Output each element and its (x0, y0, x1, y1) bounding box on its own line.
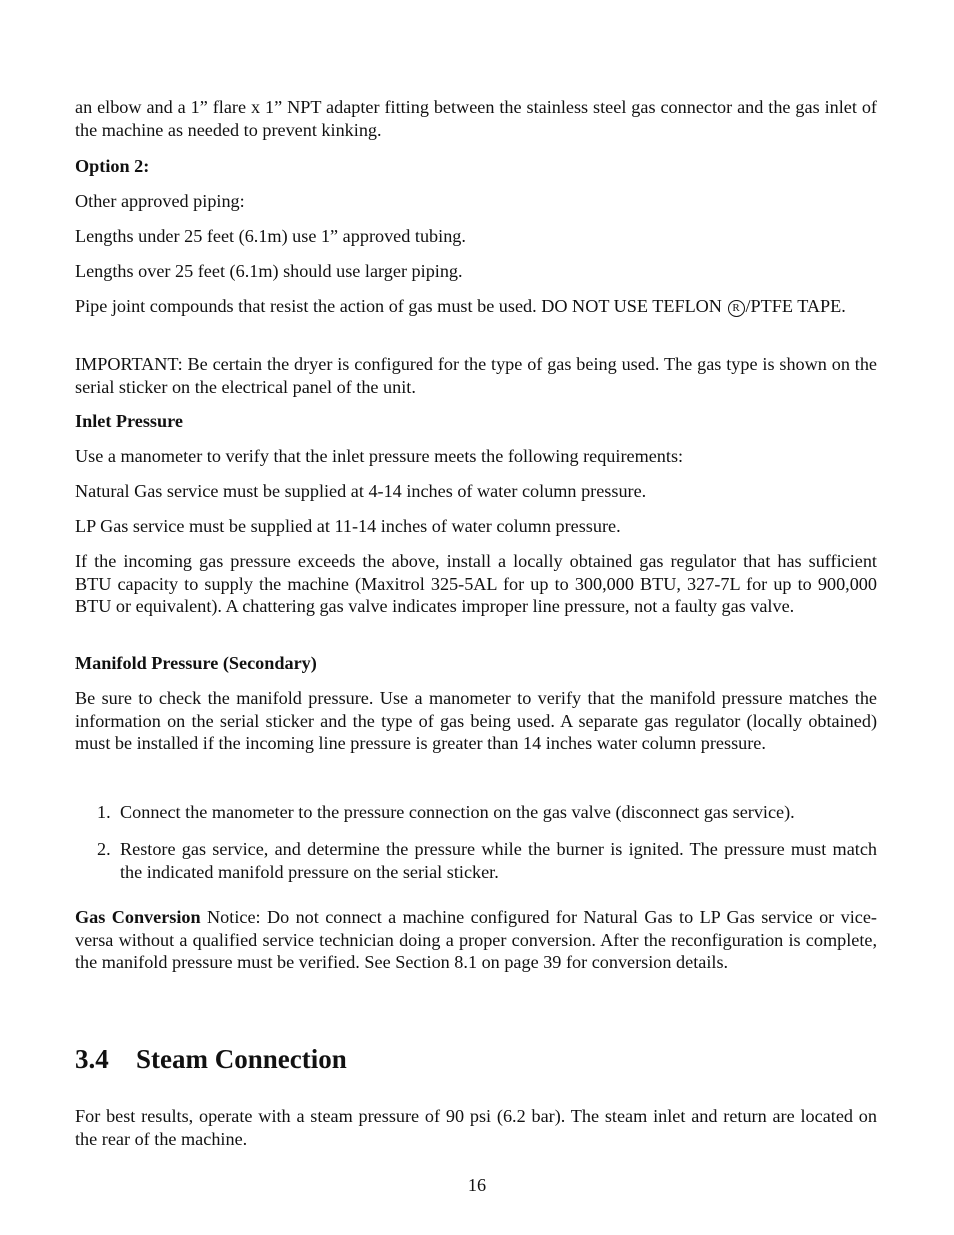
paragraph-lengths-under: Lengths under 25 feet (6.1m) use 1” approved tubing. (75, 226, 466, 246)
paragraph-if-incoming: If the incoming gas pressure exceeds the above, install a locally obtained gas regulator that has sufficient BTU capacity to supply the machine (Maxitrol 325-5AL for up to 300,000 BTU, 327-7L for up to 900,000 BTU or equivalent). A chattering gas valve indicates improper line pressure, not a faulty gas valve. (75, 551, 877, 617)
paragraph-natural-gas: Natural Gas service must be supplied at 4-14 inches of water column pressure. (75, 481, 647, 501)
paragraph-steam: For best results, operate with a steam pressure of 90 psi (6.2 bar). The steam inlet and return are located on the rear of the machine. (75, 1106, 877, 1149)
pipe-joint-text: Pipe joint compounds that resist the action of gas must be used. DO NOT USE TEFLON (75, 296, 727, 316)
list-text: Connect the manometer to the pressure connection on the gas valve (disconnect gas service). (120, 802, 795, 822)
section-number: 3.4 (75, 1044, 109, 1074)
list-text: Restore gas service, and determine the pressure while the burner is ignited. The pressure must match the indicated manifold pressure on the serial sticker. (120, 839, 877, 882)
gas-conversion-text: Notice: Do not connect a machine configured for Natural Gas to LP Gas service or vice-versa without a qualified service technician doing a proper conversion. After the reconfiguration is complete, the manifold pressure must be verified. See Section 8.1 on page 39 for conversion details. (75, 907, 877, 973)
manifold-pressure-heading: Manifold Pressure (Secondary) (75, 653, 317, 673)
paragraph-use-manometer: Use a manometer to verify that the inlet pressure meets the following requirements: (75, 446, 684, 466)
inlet-pressure-heading: Inlet Pressure (75, 411, 183, 431)
paragraph-pipe-joint (75, 295, 877, 318)
list-number: 1. (97, 802, 111, 822)
registered-trademark-icon: R (728, 300, 745, 317)
paragraph-gas-conversion (75, 906, 877, 974)
list-item (75, 801, 877, 824)
list-number: 2. (97, 839, 111, 859)
section-heading (75, 1043, 877, 1075)
gas-conversion-label: Gas Conversion (75, 907, 201, 927)
list-item (75, 838, 877, 883)
section-title: Steam Connection (136, 1044, 347, 1074)
paragraph-lengths-over: Lengths over 25 feet (6.1m) should use larger piping. (75, 261, 463, 281)
paragraph-manifold-body: Be sure to check the manifold pressure. Use a manometer to verify that the manifold pressure matches the information on the serial sticker and the type of gas being used. A separate gas regulator (locally obtained) must be installed if the incoming line pressure is greater than 14 inches water column pressure. (75, 688, 877, 754)
paragraph-other-piping: Other approved piping: (75, 191, 245, 211)
paragraph-important: IMPORTANT: Be certain the dryer is configured for the type of gas being used. The gas type is shown on the serial sticker on the electrical panel of the unit. (75, 354, 877, 397)
paragraph-lp-gas: LP Gas service must be supplied at 11-14 inches of water column pressure. (75, 516, 621, 536)
paragraph-elbow: an elbow and a 1” flare x 1” NPT adapter fitting between the stainless steel gas connector and the gas inlet of the machine as needed to prevent kinking. (75, 97, 877, 140)
pipe-joint-tail: /PTFE TAPE. (745, 296, 846, 316)
option2-heading: Option 2: (75, 156, 150, 176)
page-number: 16 (467, 1175, 487, 1195)
